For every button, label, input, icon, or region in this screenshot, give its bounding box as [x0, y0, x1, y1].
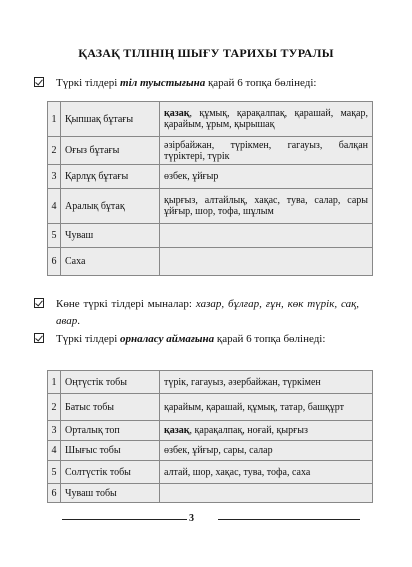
table-row: [48, 248, 373, 276]
bullet-text-emphasis: орналасу аймағына: [120, 333, 215, 345]
table-row: [48, 484, 373, 503]
highlighted-language: қазақ: [164, 425, 190, 436]
row-number: 2: [48, 394, 61, 421]
group-name-cell: Чуваш: [61, 224, 160, 248]
languages-list: өзбек, ұйғыр: [164, 171, 219, 182]
languages-cell: [160, 165, 373, 189]
table-row: [48, 165, 373, 189]
bullet-text-pre: Көне түркі тілдері мыналар:: [56, 298, 196, 310]
table-row: [48, 441, 373, 461]
row-number: 1: [48, 371, 61, 394]
languages-cell: [160, 441, 373, 461]
group-name-cell: Шығыс тобы: [61, 441, 160, 461]
page-title: ҚАЗАҚ ТІЛІНІҢ ШЫҒУ ТАРИХЫ ТУРАЛЫ: [78, 46, 334, 60]
group-name-cell: Саха: [61, 248, 160, 276]
languages-list: өзбек, ұйғыр, сары, салар: [164, 445, 273, 456]
bullet-text-post: .: [77, 315, 80, 327]
languages-list: алтай, шор, хақас, тува, тофа, саха: [164, 466, 311, 478]
languages-list: қырғыз, алтайлық, хақас, тува, салар, сары ұйғыр, шор, тофа, шұлым: [164, 195, 368, 217]
bullet-text-post: қарай 6 топқа бөлінеді:: [205, 77, 317, 89]
languages-cell: [160, 394, 373, 421]
languages-cell: [160, 137, 373, 165]
bullet-text-post: қарай 6 топқа бөлінеді:: [214, 333, 326, 345]
checkbox-icon: [34, 298, 44, 308]
group-name-cell: Оңтүстік тобы: [61, 371, 160, 394]
bullet-text-pre: Түркі тілдері: [56, 333, 121, 345]
languages-cell: [160, 102, 373, 137]
checkbox-icon: [34, 77, 44, 87]
region-groups-table: [47, 370, 373, 503]
languages-cell: [160, 248, 373, 276]
languages-cell: [160, 421, 373, 441]
row-number: 5: [48, 461, 61, 484]
bullet-text-pre: Түркі тілдері: [56, 77, 121, 89]
page-number: 3: [189, 513, 194, 524]
checkbox-icon: [34, 333, 44, 343]
languages-list: түрік, гагауыз, әзербайжан, түркімен: [164, 376, 321, 388]
ancient-languages-list: хазар, бұлғар, ғұн, көк түрік, сақ, авар: [56, 298, 359, 327]
page-footer: [0, 513, 412, 525]
table-row: [48, 137, 373, 165]
row-number: 6: [48, 248, 61, 276]
table-row: [48, 371, 373, 394]
group-name-cell: Батыс тобы: [61, 394, 160, 421]
table-row: [48, 102, 373, 137]
kinship-groups-table: [47, 101, 373, 276]
table-row: [48, 461, 373, 484]
table-row: [48, 421, 373, 441]
group-name-cell: Чуваш тобы: [61, 484, 160, 503]
languages-list: , қарақалпақ, ноғай, қырғыз: [189, 425, 308, 436]
row-number: 5: [48, 224, 61, 248]
row-number: 1: [48, 102, 61, 137]
row-number: 4: [48, 189, 61, 224]
footer-rule-left: [62, 519, 187, 520]
languages-cell: [160, 484, 373, 503]
row-number: 4: [48, 441, 61, 461]
row-number: 2: [48, 137, 61, 165]
row-number: 3: [48, 421, 61, 441]
group-name-cell: Оғыз бұтағы: [61, 137, 160, 165]
row-number: 3: [48, 165, 61, 189]
languages-cell: [160, 461, 373, 484]
languages-list: әзірбайжан, түрікмен, гагауыз, балқан түріктері, түрік: [164, 139, 368, 162]
footer-rule-right: [218, 519, 360, 520]
highlighted-language: қазақ: [164, 108, 190, 119]
languages-list: , құмық, қарақалпақ, қарашай, мақар, қарайым, ұрым, қырышақ: [164, 108, 368, 130]
table-row: [48, 224, 373, 248]
languages-cell: [160, 224, 373, 248]
bullet-ancient-languages: [34, 296, 359, 330]
group-name-cell: Қарлұқ бұтағы: [61, 165, 160, 189]
languages-cell: [160, 189, 373, 224]
languages-list: қарайым, қарашай, құмық, татар, башқұрт: [164, 401, 345, 413]
group-name-cell: Қыпшақ бұтағы: [61, 102, 160, 137]
row-number: 6: [48, 484, 61, 503]
bullet-text-emphasis: тіл туыстығына: [120, 77, 206, 89]
languages-cell: [160, 371, 373, 394]
bullet-region-groups: [34, 331, 331, 348]
table-row: [48, 189, 373, 224]
group-name-cell: Аралық бұтақ: [61, 189, 160, 224]
bullet-language-kinship: [34, 75, 376, 92]
table-row: [48, 394, 373, 421]
group-name-cell: Орталық топ: [61, 421, 160, 441]
group-name-cell: Солтүстік тобы: [61, 461, 160, 484]
